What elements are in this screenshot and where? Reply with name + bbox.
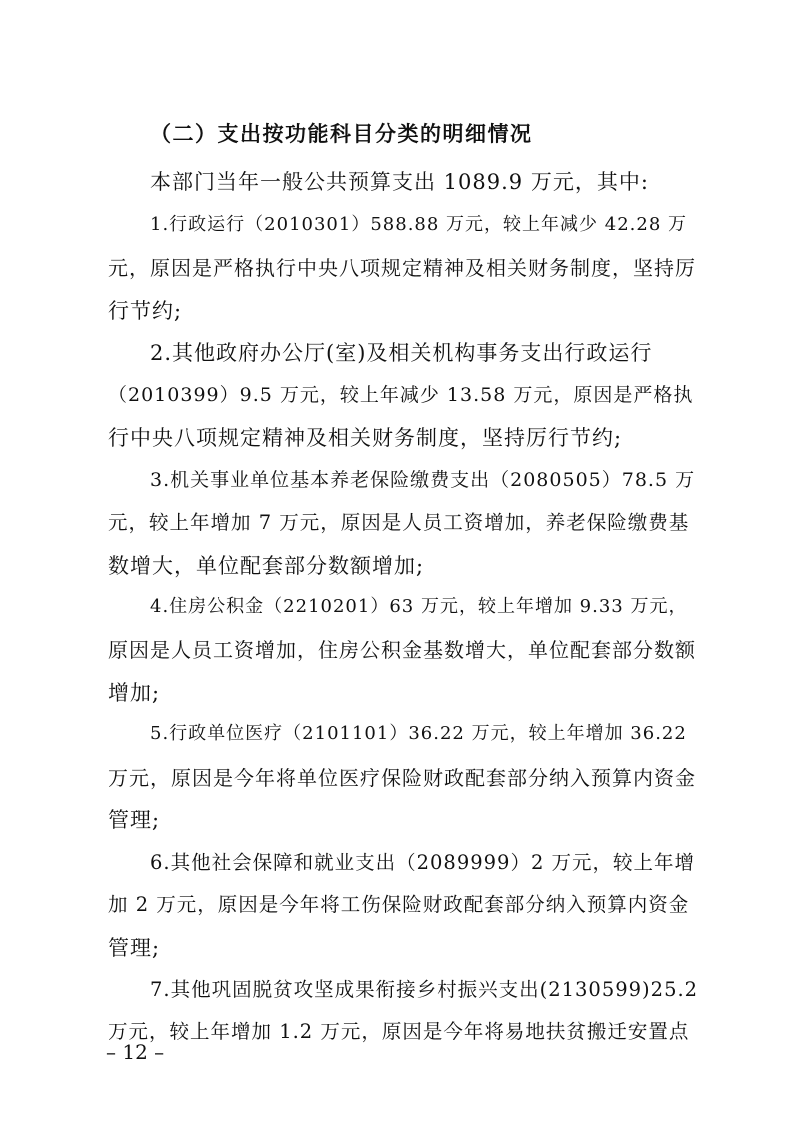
item-7-line-2: 万元，较上年增加 1.2 万元，原因是今年将易地扶贫搬迁安置点 <box>108 1020 690 1043</box>
item-4-line-1: 4.住房公积金（2210201）63 万元，较上年增加 9.33 万元， <box>150 596 688 617</box>
item-5-line-3: 管理; <box>108 808 161 832</box>
item-5-line-1: 5.行政单位医疗（2101101）36.22 万元，较上年增加 36.22 <box>150 723 687 744</box>
item-2-line-3: 行中央八项规定精神及相关财务制度，坚持厉行节约; <box>108 426 623 450</box>
item-3-line-2: 元，较上年增加 7 万元，原因是人员工资增加，养老保险缴费基 <box>108 511 690 534</box>
page-number: – 12 – <box>106 1040 165 1064</box>
item-2-line-1: 2.其他政府办公厅(室)及相关机构事务支出行政运行 <box>150 341 653 365</box>
item-6-line-2: 加 2 万元，原因是今年将工伤保险财政配套部分纳入预算内资金 <box>108 893 690 916</box>
item-3-line-3: 数增大，单位配套部分数额增加; <box>108 554 425 578</box>
intro-paragraph: 本部门当年一般公共预算支出 1089.9 万元，其中: <box>150 170 649 194</box>
item-6-line-1: 6.其他社会保障和就业支出（2089999）2 万元，较上年增 <box>150 851 696 874</box>
item-4-line-3: 增加; <box>108 681 161 705</box>
item-2-line-2: （2010399）9.5 万元，较上年减少 13.58 万元，原因是严格执 <box>108 384 694 406</box>
item-1-line-2: 元，原因是严格执行中央八项规定精神及相关财务制度，坚持厉 <box>108 256 696 280</box>
section-heading: （二）支出按功能科目分类的明细情况 <box>150 121 533 146</box>
item-4-line-2: 原因是人员工资增加，住房公积金基数增大，单位配套部分数额 <box>108 638 696 662</box>
item-5-line-2: 万元，原因是今年将单位医疗保险财政配套部分纳入预算内资金 <box>108 766 696 790</box>
item-1-line-3: 行节约; <box>108 299 183 323</box>
item-1-line-1: 1.行政运行（2010301）588.88 万元，较上年减少 42.28 万 <box>150 214 688 235</box>
item-6-line-3: 管理; <box>108 936 161 960</box>
item-3-line-1: 3.机关事业单位基本养老保险缴费支出（2080505）78.5 万 <box>150 469 696 491</box>
item-7-line-1: 7.其他巩固脱贫攻坚成果衔接乡村振兴支出(2130599)25.2 <box>150 978 699 1001</box>
